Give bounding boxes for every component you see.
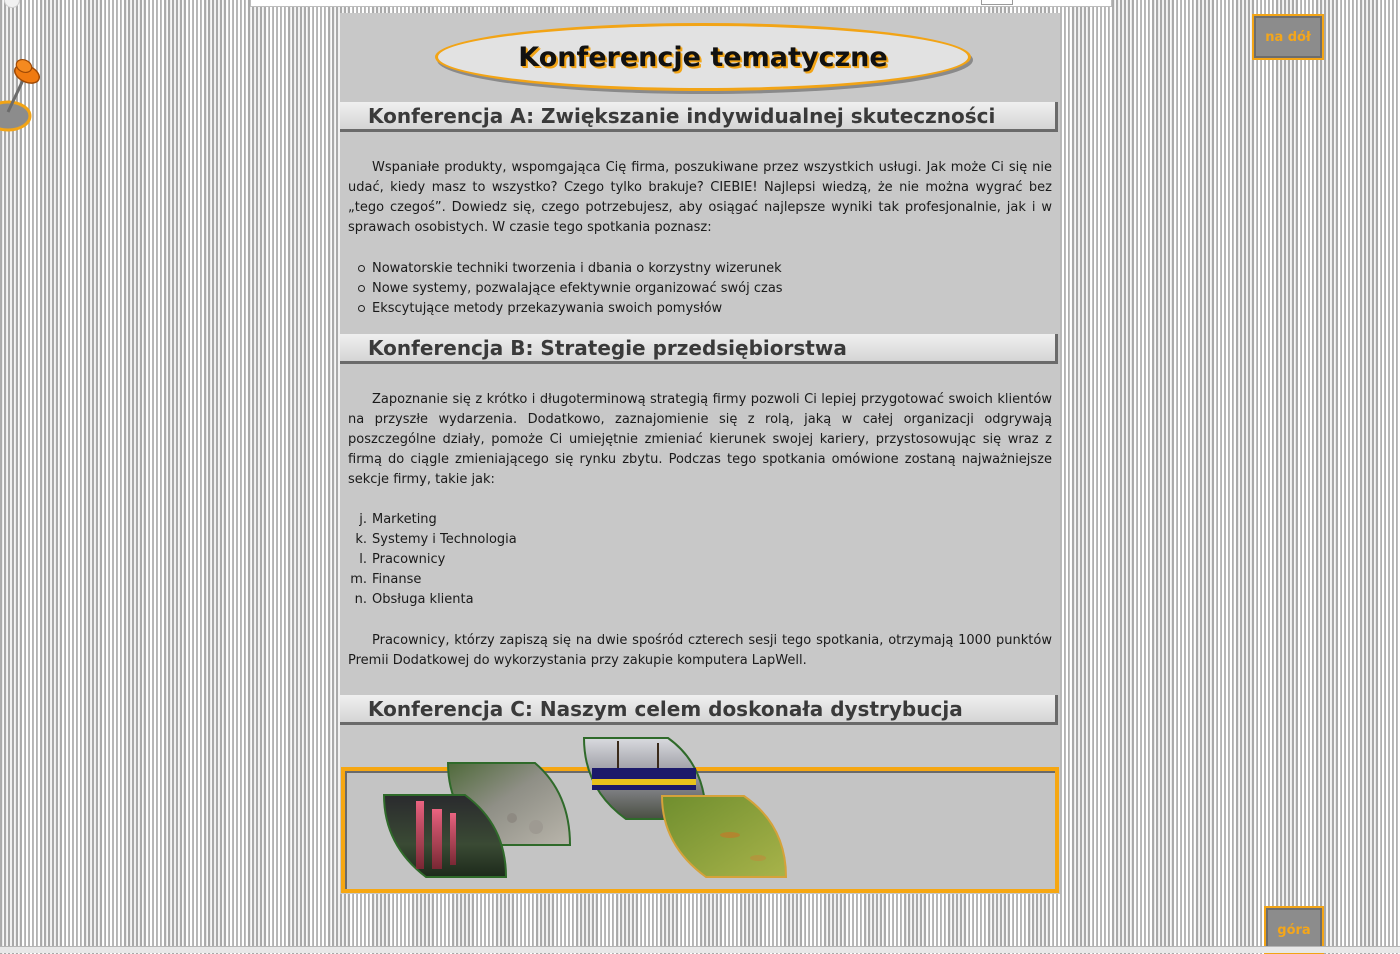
list-item-text: Nowatorskie techniki tworzenia i dbania o korzystny wizerunek	[372, 261, 782, 276]
section-b-paragraph: Zapoznanie się z krótko i długoterminową strategią firmy pozwoli Ci lepiej przygotować swoich klientów na przyszłe wydarzenia. Dodatkowo, zaznajomienie się z rolą, jaką w całej organizacji odgrywają poszczególne działy, pomoże Ci umiejętnie zmieniać kierunek swojej kariery, przystosowując się wraz z firmą do ciągle zmieniającego się rynku zbytu. Podczas tego spotkania omówione zostaną najważniejsze sekcje firmy, takie jak:	[348, 392, 1052, 487]
list-marker: l.	[359, 552, 367, 567]
section-a-heading-bar	[340, 102, 1058, 132]
list-item	[348, 530, 517, 550]
list-item	[348, 299, 783, 319]
section-a-heading: Konferencja A: Zwiększanie indywidualnej skuteczności	[368, 104, 996, 128]
list-marker: k.	[355, 532, 367, 547]
list-marker: j.	[359, 512, 367, 527]
bullet-circle-icon	[358, 305, 365, 312]
list-item	[348, 550, 517, 570]
address-bar-mark	[981, 0, 1013, 5]
section-c-heading-bar	[340, 695, 1058, 725]
list-item	[348, 259, 783, 279]
section-a-bullet-list	[348, 259, 783, 319]
list-item	[348, 279, 783, 299]
list-item-text: Ekscytujące metody przekazywania swoich pomysłów	[372, 301, 723, 316]
bullet-circle-icon	[358, 285, 365, 292]
list-item	[348, 570, 517, 590]
list-item-text: Marketing	[372, 512, 437, 527]
list-marker: m.	[350, 572, 367, 587]
list-marker: n.	[354, 592, 367, 607]
list-item-text: Systemy i Technologia	[372, 532, 517, 547]
list-item-text: Finanse	[372, 572, 422, 587]
list-item-text: Nowe systemy, pozwalające efektywnie organizować swój czas	[372, 281, 783, 296]
photo-gallery-frame	[341, 767, 1059, 893]
bullet-circle-icon	[358, 265, 365, 272]
page-title-banner	[435, 23, 971, 91]
section-c-heading: Konferencja C: Naszym celem doskonała dystrybucja	[368, 697, 963, 721]
list-item	[348, 590, 517, 610]
browser-address-bar-edge	[250, 0, 1112, 7]
scroll-down-button[interactable]: na dół	[1252, 14, 1324, 60]
corner-button[interactable]	[4, 0, 20, 8]
section-b-ordered-list	[348, 510, 517, 610]
content-panel	[340, 13, 1060, 894]
page-title: Konferencje tematyczne	[518, 41, 888, 73]
list-item	[348, 510, 517, 530]
section-b-heading: Konferencja B: Strategie przedsiębiorstwa	[368, 336, 847, 360]
list-item-text: Pracownicy	[372, 552, 446, 567]
list-item-text: Obsługa klienta	[372, 592, 474, 607]
scroll-up-button[interactable]: góra	[1264, 906, 1324, 954]
section-b-paragraph-2: Pracownicy, którzy zapiszą się na dwie spośród czterech sesji tego spotkania, otrzymają 1000 punktów Premii Dodatkowej do wykorzystania przy zakupie komputera LapWell.	[348, 633, 1052, 668]
section-b-heading-bar	[340, 334, 1058, 364]
push-pin-icon	[0, 54, 50, 134]
section-a-paragraph: Wspaniałe produkty, wspomgająca Cię firma, poszukiwane przez wszystkich usługi. Jak może Ci się nie udać, kiedy masz to wszystko? Czego tylko brakuje? CIEBIE! Najlepsi wiedzą, że nie można wygrać bez „tego czegoś”. Dowiedz się, czego potrzebujesz, aby osiągać najlepsze wyniki tak profesjonalnie, jak i w sprawach osobistych. W czasie tego spotkania poznasz:	[348, 160, 1052, 235]
